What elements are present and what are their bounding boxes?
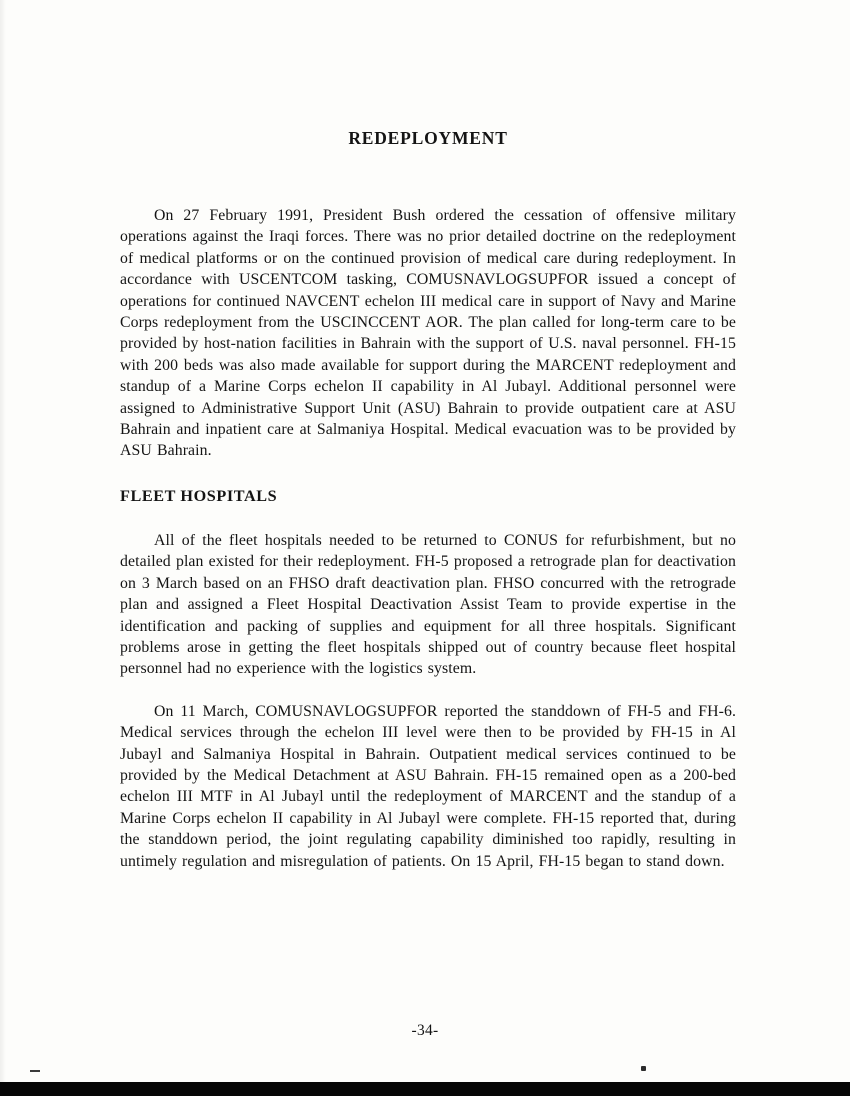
- paragraph-fleet-hospitals-2: On 11 March, COMUSNAVLOGSUPFOR reported the standdown of FH-5 and FH-6. Medical services through the echelon III level were then to be provided by FH-15 in Al Jubayl and Salmaniya Hospital in Bahrain. Outpatient medical services continued to be provided by the Medical Detachment at ASU Bahrain. FH-15 remained open as a 200-bed echelon III MTF in Al Jubayl until the redeployment of MARCENT and the standup of a Marine Corps echelon II capability in Al Jubayl were complete. FH-15 reported that, during the standdown period, the joint regulating capability diminished too rapidly, resulting in untimely regulation and misregulation of patients. On 15 April, FH-15 began to stand down.: [120, 702, 736, 870]
- section-heading-fleet-hospitals: FLEET HOSPITALS: [120, 486, 278, 505]
- paragraph-redeployment-intro: On 27 February 1991, President Bush ordered the cessation of offensive military operations against the Iraqi forces. There was no prior detailed doctrine on the redeployment of medical platforms or on the continued provision of medical care during redeployment. In accordance with USCENTCOM tasking, COMUSNAVLOGSUPFOR issued a concept of operations for continued NAVCENT echelon III medical care in support of Navy and Marine Corps redeployment from the USCINCCENT AOR. The plan called for long-term care to be provided by host-nation facilities in Bahrain with the support of U.S. naval personnel. FH-15 with 200 beds was also made available for support during the MARCENT redeployment and standup of a Marine Corps echelon II capability in Al Jubayl. Additional personnel were assigned to Administrative Support Unit (ASU) Bahrain to provide outpatient care at ASU Bahrain and inpatient care at Salmaniya Hospital. Medical evacuation was to be provided by ASU Bahrain.: [120, 207, 736, 460]
- scan-artifact-dash: [30, 1070, 40, 1072]
- document-content: [120, 128, 736, 872]
- document-title: REDEPLOYMENT: [348, 128, 508, 148]
- scan-edge-black-bar: [0, 1082, 850, 1096]
- scan-artifact-dot: [641, 1066, 646, 1071]
- paragraph-fleet-hospitals-1: All of the fleet hospitals needed to be returned to CONUS for refurbishment, but no detailed plan existed for their redeployment. FH-5 proposed a retrograde plan for deactivation on 3 March based on an FHSO draft deactivation plan. FHSO concurred with the retrograde plan and assigned a Fleet Hospital Deactivation Assist Team to provide expertise in the identification and packing of supplies and equipment for all three hospitals. Significant problems arose in getting the fleet hospitals shipped out of country because fleet hospital personnel had no experience with the logistics system.: [120, 531, 736, 678]
- page-number: -34-: [411, 1022, 439, 1039]
